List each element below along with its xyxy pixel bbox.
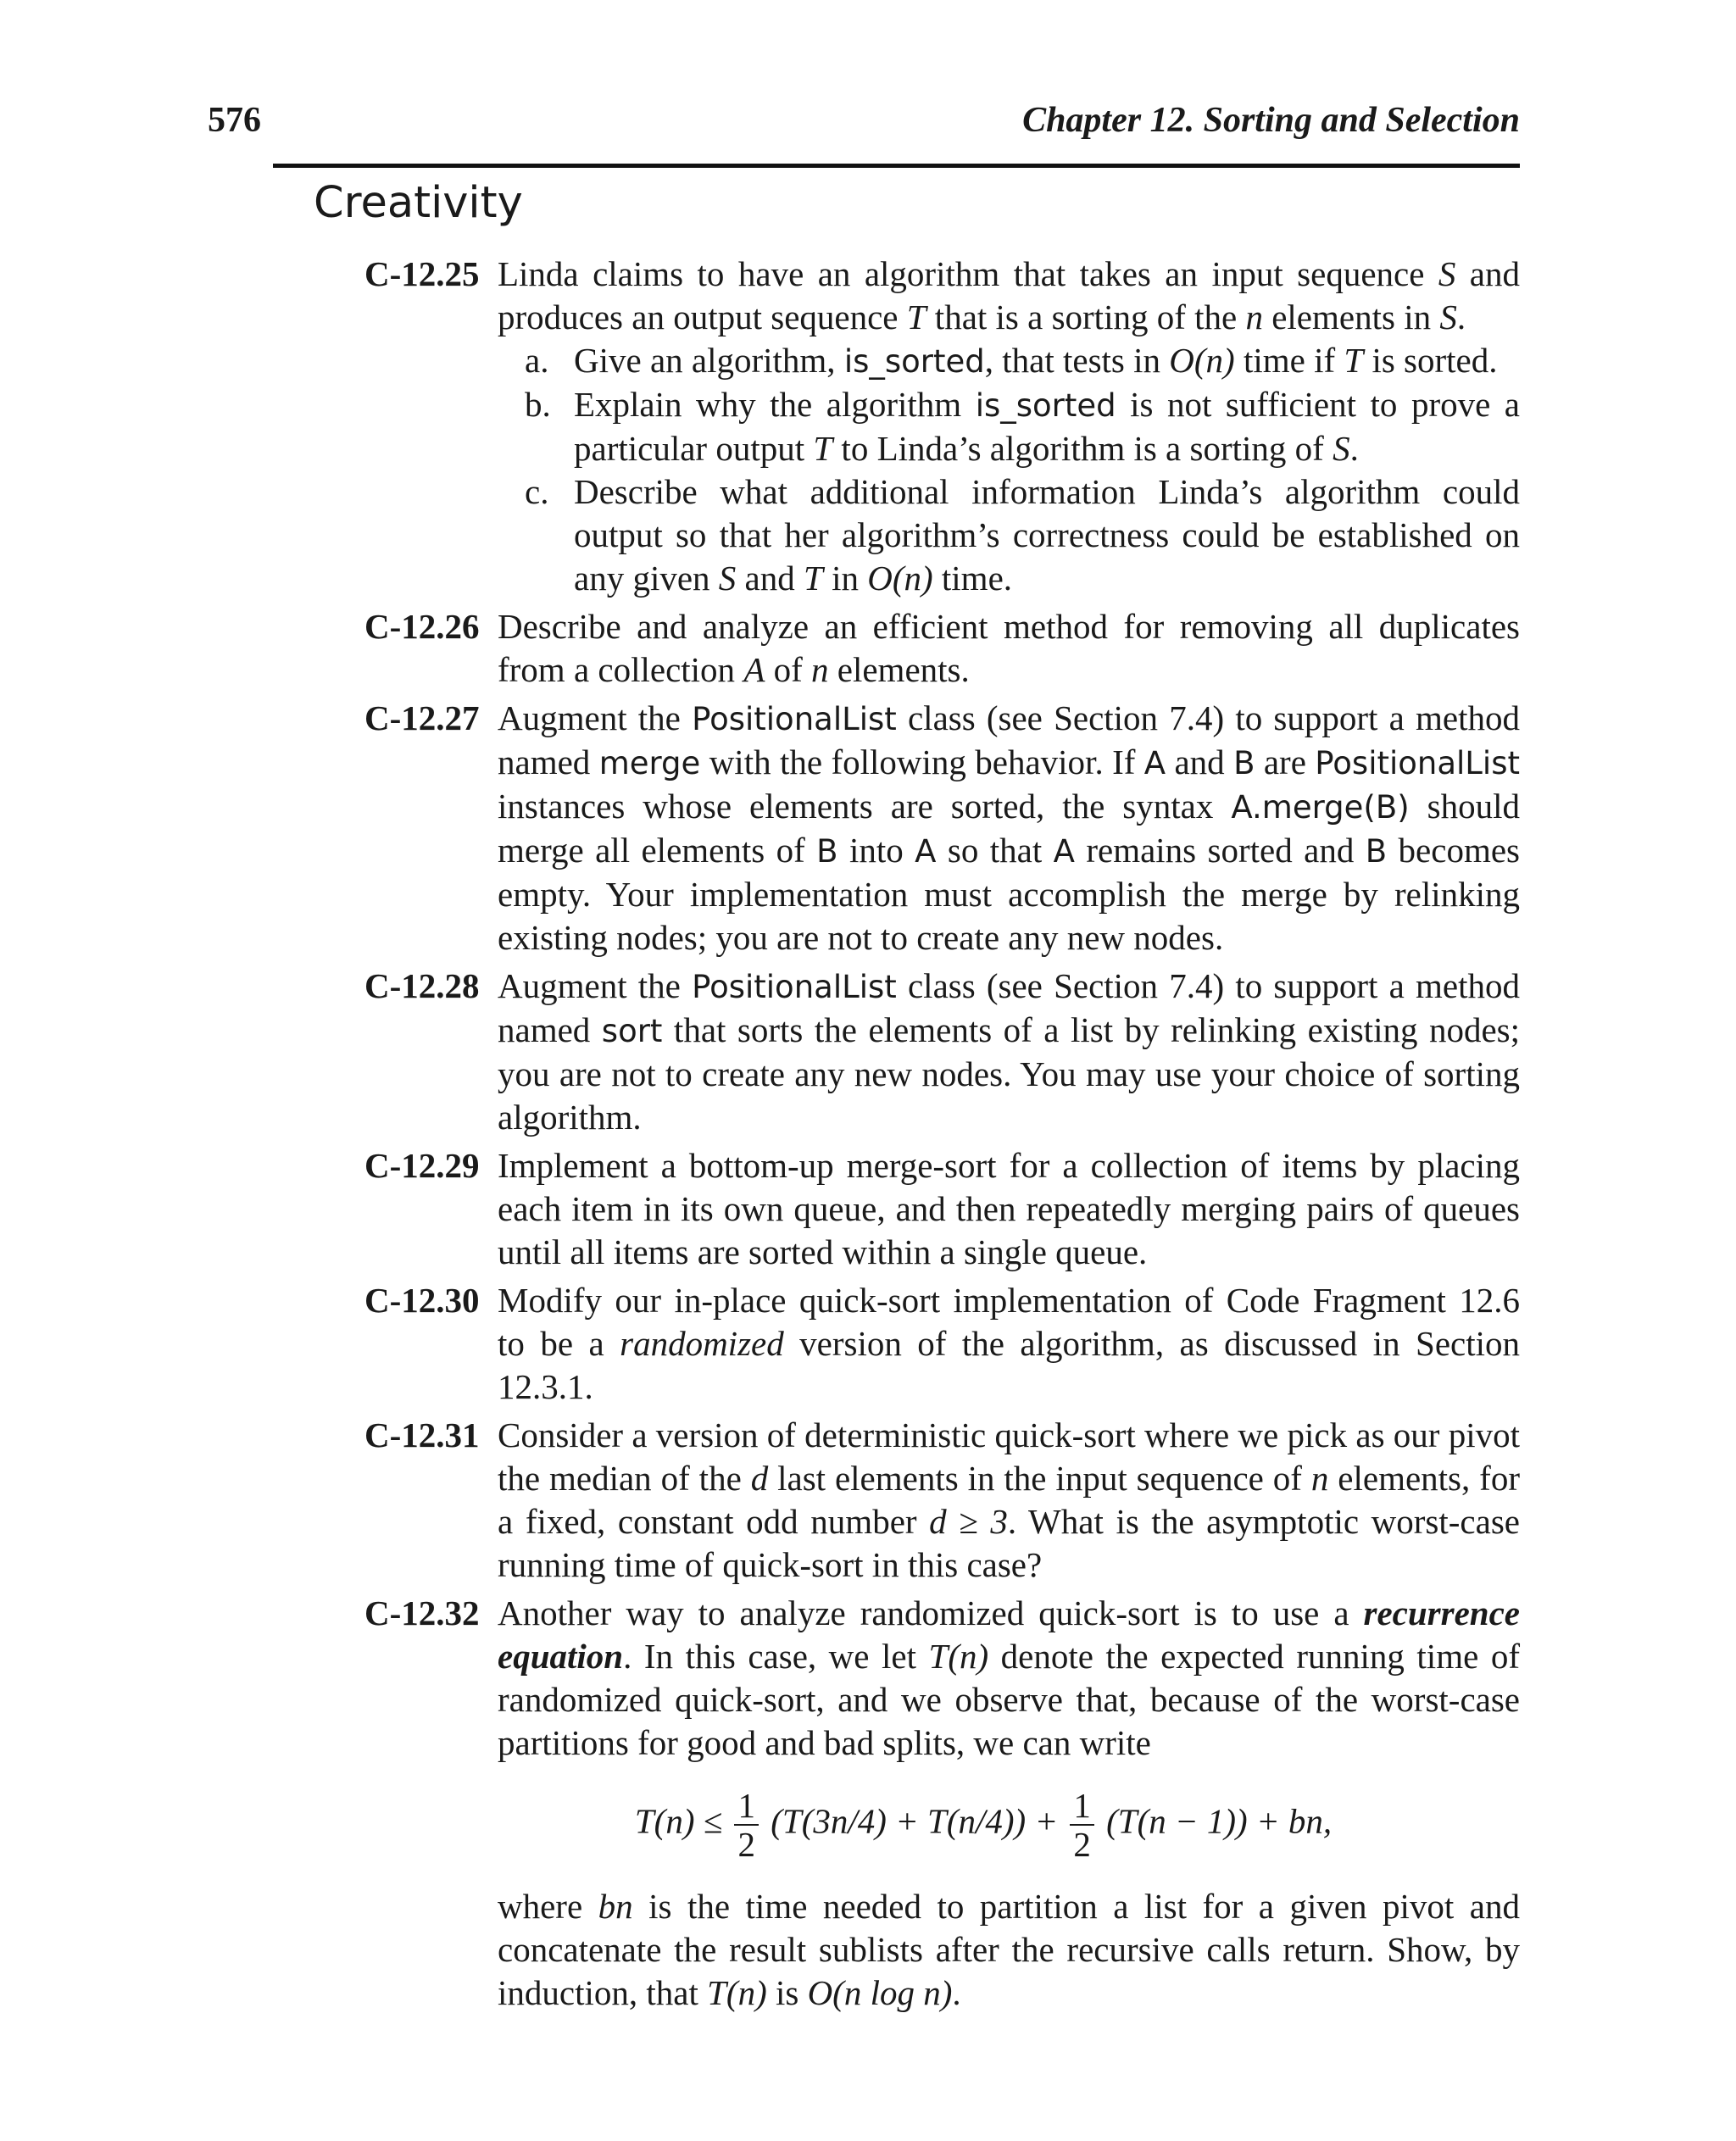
exercise-c-12-25 bbox=[364, 253, 1520, 600]
code-identifier: B bbox=[1365, 833, 1388, 870]
text: and produces an output sequence bbox=[498, 254, 1520, 336]
code-identifier: B bbox=[816, 833, 838, 870]
fraction-half bbox=[734, 1787, 759, 1863]
text: class (see Section 7.4) to support a method named bbox=[498, 698, 1520, 781]
fraction-numerator: 1 bbox=[1070, 1787, 1094, 1826]
fraction-half bbox=[1070, 1787, 1094, 1863]
code-identifier: is_sorted bbox=[843, 343, 985, 380]
exercise-c-12-27 bbox=[364, 697, 1520, 959]
exercise-label: C-12.26 bbox=[364, 607, 480, 646]
math-expr: O(n) bbox=[867, 559, 933, 598]
text: that sorts the elements of a list by relinking existing nodes; you are not to create any new nodes. You may use your choice of sorting algorithm. bbox=[498, 1010, 1521, 1137]
math-var: S bbox=[1438, 254, 1456, 293]
section-title: Creativity bbox=[314, 178, 523, 228]
exercise-body bbox=[498, 1414, 1520, 1587]
text: into bbox=[837, 831, 915, 870]
text: . bbox=[952, 1973, 961, 2012]
text: . In this case, we let bbox=[623, 1637, 929, 1676]
text: Augment the bbox=[498, 698, 693, 737]
text: class (see Section 7.4) to support a method named bbox=[498, 966, 1520, 1049]
code-identifier: PositionalList bbox=[692, 969, 897, 1005]
text: instances whose elements are sorted, the syntax bbox=[498, 787, 1232, 826]
math-expr: T(n) bbox=[928, 1637, 989, 1676]
exercise-c-12-26 bbox=[364, 605, 1520, 692]
text: Consider a version of deterministic quick-sort where we pick as our pivot the median of the bbox=[498, 1415, 1520, 1498]
exercise-c-12-31 bbox=[364, 1414, 1520, 1587]
code-identifier: B bbox=[1233, 745, 1255, 781]
code-identifier: is_sorted bbox=[975, 387, 1116, 424]
text: with the following behavior. If bbox=[700, 742, 1144, 781]
equation-lhs: T(n) ≤ bbox=[634, 1801, 723, 1841]
math-expr: O(n) bbox=[1169, 341, 1235, 380]
exercise-c-12-32 bbox=[364, 1592, 1520, 2015]
part-a bbox=[525, 339, 1520, 383]
exercise-label: C-12.32 bbox=[364, 1593, 480, 1632]
text: is the time needed to partition a list for a given pivot and concatenate the result sublists after the recursive calls return. Show, by induction, that bbox=[498, 1887, 1520, 2012]
text: is not sufficient to prove a particular output bbox=[574, 385, 1520, 468]
exercise-body bbox=[498, 1279, 1520, 1409]
code-identifier: PositionalList bbox=[1315, 745, 1520, 781]
text: time. bbox=[932, 559, 1013, 598]
text: denote the expected running time of randomized quick-sort, and we observe that, because of the worst-case partitions for good and bad splits, we can write bbox=[498, 1637, 1520, 1762]
text: Linda claims to have an algorithm that takes an input sequence bbox=[498, 254, 1438, 293]
text: version of the algorithm, as discussed in Section 12.3.1. bbox=[498, 1324, 1520, 1406]
equation-rhs: (T(n − 1)) + bn, bbox=[1106, 1801, 1333, 1841]
exercise-list bbox=[364, 253, 1520, 2020]
math-var: A bbox=[743, 650, 765, 689]
text: Modify our in-place quick-sort implementation of Code Fragment 12.6 to be a bbox=[498, 1281, 1520, 1363]
text: are bbox=[1255, 742, 1316, 781]
exercise-label: C-12.29 bbox=[364, 1146, 480, 1185]
code-identifier: A bbox=[915, 833, 937, 870]
text: . What is the asymptotic worst-case running time of quick-sort in this case? bbox=[498, 1502, 1520, 1584]
text: is sorted. bbox=[1363, 341, 1498, 380]
exercise-c-12-28 bbox=[364, 965, 1520, 1139]
fraction-denominator: 2 bbox=[737, 1825, 755, 1864]
code-identifier: A bbox=[1143, 745, 1166, 781]
part-label: a. bbox=[525, 341, 549, 380]
exercise-label: C-12.30 bbox=[364, 1281, 480, 1320]
exercise-body bbox=[498, 605, 1520, 692]
part-c bbox=[525, 470, 1520, 600]
text: Give an algorithm, bbox=[574, 341, 844, 380]
exercise-body bbox=[498, 697, 1520, 959]
math-var: n bbox=[1245, 298, 1263, 336]
math-var: bn bbox=[598, 1887, 633, 1926]
chapter-title: Chapter 12. Sorting and Selection bbox=[1022, 101, 1520, 140]
part-text bbox=[574, 383, 1520, 470]
text: in bbox=[822, 559, 868, 598]
text: last elements in the input sequence of bbox=[768, 1459, 1311, 1498]
math-var: T bbox=[906, 298, 926, 336]
text: elements. bbox=[828, 650, 970, 689]
math-var: n bbox=[811, 650, 829, 689]
text: Describe and analyze an efficient method for removing all duplicates from a collection bbox=[498, 607, 1520, 689]
exercise-label: C-12.27 bbox=[364, 698, 480, 737]
text: becomes empty. Your implementation must accomplish the merge by relinking existing nodes; you are not to create any new nodes. bbox=[498, 831, 1520, 957]
recurrence-equation bbox=[498, 1787, 1520, 1863]
text: that is a sorting of the bbox=[926, 298, 1246, 336]
exercise-body bbox=[498, 253, 1520, 600]
math-var: S bbox=[1333, 429, 1350, 468]
text: Another way to analyze randomized quick-sort is to use a bbox=[498, 1593, 1364, 1632]
math-var: S bbox=[718, 559, 737, 598]
text: is bbox=[766, 1973, 808, 2012]
exercise-c-12-29 bbox=[364, 1144, 1520, 1274]
text: Augment the bbox=[498, 966, 693, 1005]
math-var: n bbox=[1310, 1459, 1329, 1498]
math-var: d bbox=[750, 1459, 769, 1498]
code-identifier: A bbox=[1053, 833, 1075, 870]
header-rule bbox=[273, 164, 1520, 168]
part-b bbox=[525, 383, 1520, 470]
text: and bbox=[736, 559, 804, 598]
emphasis: randomized bbox=[620, 1324, 784, 1363]
text: where bbox=[498, 1887, 598, 1926]
math-expr: T(n) bbox=[707, 1973, 767, 2012]
math-expr: O(n log n) bbox=[807, 1973, 953, 2012]
text: should merge all elements of bbox=[498, 787, 1520, 870]
text: elements in bbox=[1262, 298, 1440, 336]
text: . bbox=[1456, 298, 1466, 336]
page-number: 576 bbox=[208, 101, 261, 140]
code-identifier: sort bbox=[601, 1013, 663, 1049]
code-identifier: A.merge(B) bbox=[1231, 789, 1410, 826]
text: Explain why the algorithm bbox=[574, 385, 976, 424]
math-var: T bbox=[1344, 341, 1364, 380]
exercise-label: C-12.28 bbox=[364, 966, 480, 1005]
page-header bbox=[208, 100, 1520, 151]
part-text bbox=[574, 339, 1520, 383]
exercise-body bbox=[498, 965, 1520, 1139]
text: so that bbox=[936, 831, 1054, 870]
part-label: b. bbox=[525, 385, 551, 424]
exercise-parts bbox=[525, 339, 1520, 600]
code-identifier: merge bbox=[598, 745, 701, 781]
part-text bbox=[574, 470, 1520, 600]
fraction-numerator: 1 bbox=[734, 1787, 759, 1826]
exercise-label: C-12.25 bbox=[364, 254, 480, 293]
math-var: T bbox=[813, 429, 833, 468]
math-expr: d ≥ 3 bbox=[929, 1502, 1008, 1541]
exercise-body bbox=[498, 1144, 1520, 1274]
text: and bbox=[1166, 742, 1234, 781]
text: to Linda’s algorithm is a sorting of bbox=[832, 429, 1333, 468]
text: , that tests in bbox=[984, 341, 1170, 380]
code-identifier: PositionalList bbox=[692, 701, 897, 737]
exercise-body bbox=[498, 1592, 1520, 2015]
text: elements, for a fixed, constant odd number bbox=[498, 1459, 1520, 1541]
math-var: T bbox=[804, 559, 823, 598]
fraction-denominator: 2 bbox=[1073, 1825, 1091, 1864]
exercise-c-12-30 bbox=[364, 1279, 1520, 1409]
part-label: c. bbox=[525, 472, 549, 511]
equation-middle: (T(3n/4) + T(n/4)) + bbox=[771, 1801, 1059, 1841]
text: . bbox=[1349, 429, 1359, 468]
text: Describe what additional information Linda’s algorithm could output so that her algorithm’s correctness could be established on any given bbox=[574, 472, 1520, 598]
math-var: S bbox=[1439, 298, 1457, 336]
text: remains sorted and bbox=[1074, 831, 1366, 870]
text: Implement a bottom-up merge-sort for a collection of items by placing each item in its own queue, and then repeatedly merging pairs of queues until all items are sorted within a single queue. bbox=[498, 1146, 1520, 1271]
text: of bbox=[765, 650, 812, 689]
text: time if bbox=[1234, 341, 1344, 380]
exercise-label: C-12.31 bbox=[364, 1415, 480, 1454]
bold-emphasis: recurrence equation bbox=[498, 1593, 1520, 1676]
